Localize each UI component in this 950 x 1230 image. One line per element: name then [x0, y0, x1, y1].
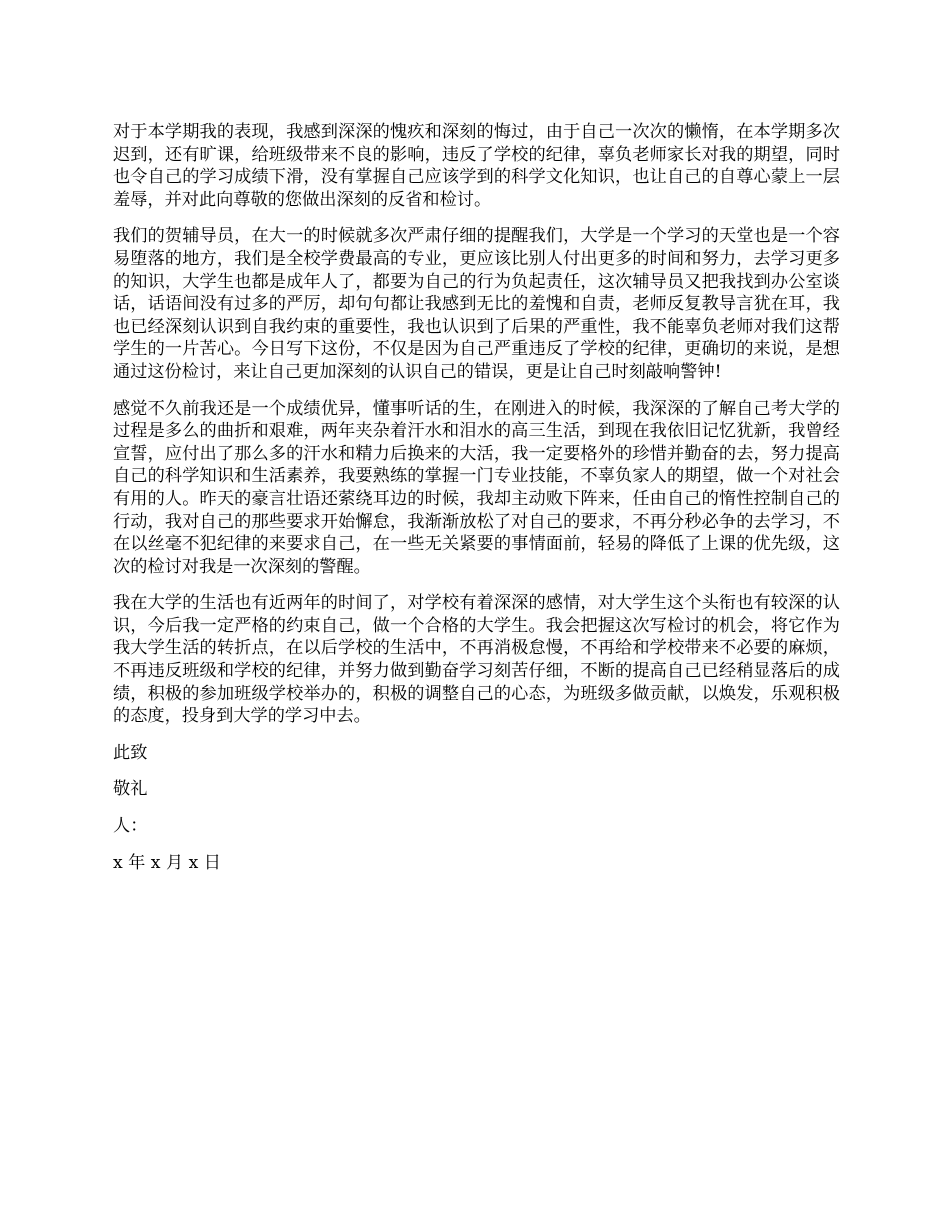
paragraph-2: 我们的贺辅导员，在大一的时候就多次严肃仔细的提醒我们，大学是一个学习的天堂也是一个容易堕落的地方，我们是全校学费最高的专业，更应该比别人付出更多的时间和努力，去学习更多的知识，大学生也都是成年人了，都要为自己的行为负起责任，这次辅导员又把我找到办公室谈话，话语间没有过多的严厉，却句句都让我感到无比的羞愧和自责，老师反复教导言犹在耳，我也已经深刻认识到自我约束的重要性，我也认识到了后果的严重性，我不能辜负老师对我们这帮学生的一片苦心。今日写下这份，不仅是因为自己严重违反了学校的纪律，更确切的来说，是想通过这份检讨，来让自己更加深刻的认识自己的错误，更是让自己时刻敲响警钟!: [113, 226, 840, 382]
paragraph-4: 我在大学的生活也有近两年的时间了，对学校有着深深的感情，对大学生这个头衔也有较深的认识，今后我一定严格的约束自己，做一个合格的大学生。我会把握这次写检讨的机会，将它作为我大学生活的转折点，在以后学校的生活中，不再消极怠慢，不再给和学校带来不必要的麻烦，不再违反班级和学校的纪律，并努力做到勤奋学习刻苦仔细，不断的提高自己已经稍显落后的成绩，积极的参加班级学校举办的，积极的调整自己的心态，为班级多做贡献，以焕发，乐观积极的态度，投身到大学的学习中去。: [113, 593, 840, 727]
document-body: [113, 121, 840, 888]
paragraph-1: 对于本学期我的表现，我感到深深的愧疚和深刻的悔过，由于自己一次次的懒惰，在本学期多次迟到，还有旷课，给班级带来不良的影响，违反了学校的纪律，辜负老师家长对我的期望，同时也令自己的学习成绩下滑，没有掌握自己应该学到的科学文化知识，也让自己的自尊心蒙上一层羞辱，并对此向尊敬的您做出深刻的反省和检讨。: [113, 122, 840, 210]
closing-line: 此致: [113, 742, 148, 763]
signature-line: 人：: [113, 816, 148, 837]
paragraph-3: 感觉不久前我还是一个成绩优异，懂事听话的生，在刚进入的时候，我深深的了解自己考大学的过程是多么的曲折和艰难，两年夹杂着汗水和泪水的高三生活，到现在我依旧记忆犹新，我曾经宣誓，应付出了那么多的汗水和精力后换来的大活，我一定要格外的珍惜并勤奋的去，努力提高自己的科学知识和生活素养，我要熟练的掌握一门专业技能，不辜负家人的期望，做一个对社会有用的人。昨天的豪言壮语还萦绕耳边的时候，我却主动败下阵来，任由自己的惰性控制自己的行动，我对自己的那些要求开始懈怠，我渐渐放松了对自己的要求，不再分秒必争的去学习，不在以丝毫不犯纪律的来要求自己，在一些无关紧要的事情面前，轻易的降低了上课的优先级，这次的检讨对我是一次深刻的警醒。: [113, 398, 840, 577]
salutation-line: 敬礼: [113, 779, 148, 800]
date-line: x 年 x 月 x 日: [113, 852, 221, 873]
